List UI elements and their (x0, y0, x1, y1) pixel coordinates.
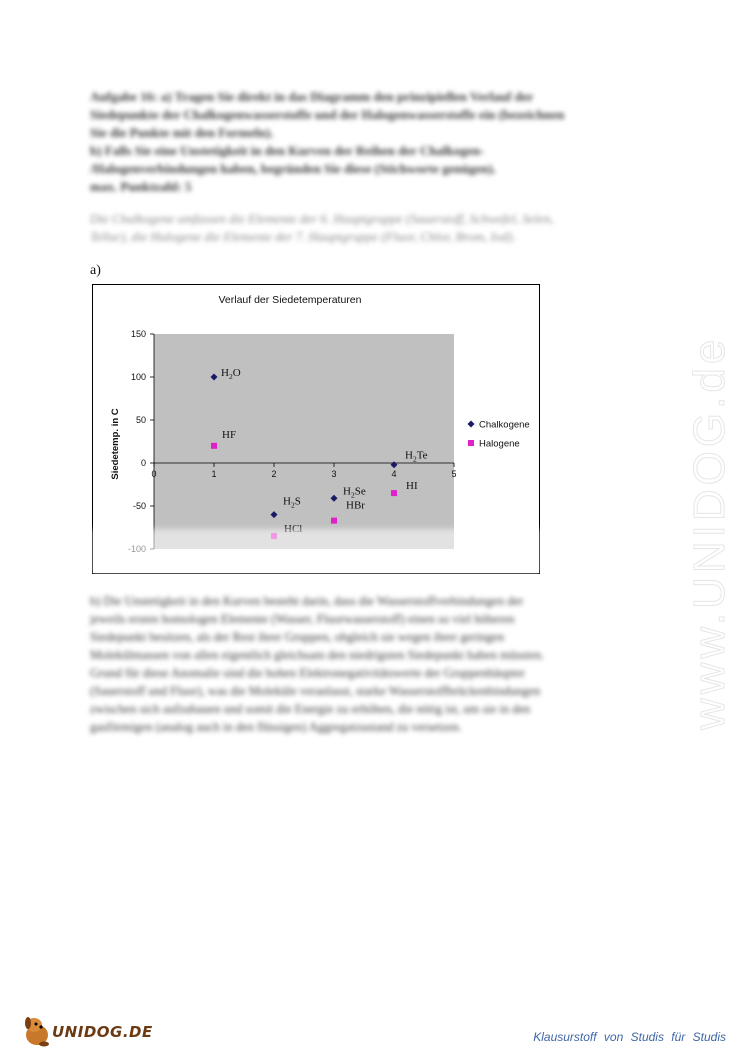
point-label: HBr (346, 499, 365, 512)
task-line: Sie die Punkte mit den Formeln). (90, 125, 274, 140)
x-tick-label: 2 (271, 469, 277, 479)
task-statement (90, 88, 650, 196)
y-tick-label: 50 (135, 415, 146, 425)
answer-line: Siedepunkt besitzen, als der Rest ihrer Gruppen, obgleich sie wegen ihrer geringen (90, 630, 505, 644)
task-line: Aufgabe 16: a) Tragen Sie direkt in das Diagramm den prinzipiellen Verlauf der (90, 89, 534, 104)
task-line: max. Punktzahl: 5 (90, 179, 192, 194)
x-tick-label: 3 (331, 469, 337, 479)
dog-mascot-icon (22, 1013, 52, 1049)
answer-line: (Sauerstoff und Fluor), was die Moleküle veranlasst, starke Wasserstoffbrückenbindungen (90, 684, 541, 698)
answer-line: Molekülmassen von allen eigentlich gleichsam den niedrigsten Siedepunkt haben müssten. (90, 648, 545, 662)
task-line: /Halogenverbindungen haben, begründen Sie diese (Stichworte genügen). (90, 161, 496, 176)
answer-line: b) Die Unstetigkeit in den Kurven besteht darin, dass die Wasserstoffverbindungen der (90, 594, 524, 608)
y-axis-label: Siedetemp. in C (110, 408, 121, 480)
intro-line: Die Chalkogene umfassen die Elemente der 6. Hauptgruppe (Sauerstoff, Schwefel, Selen, (90, 211, 554, 226)
answer-text (90, 592, 650, 736)
x-tick-label: 0 (151, 469, 157, 479)
point-label: $H_2O$ (221, 367, 241, 381)
logo-text: UNIDOG.DE (52, 1023, 153, 1041)
intro-text (90, 210, 650, 246)
x-tick-label: 5 (451, 469, 457, 479)
legend-label: Chalkogene (479, 419, 530, 431)
legend-marker-halogene (468, 440, 474, 446)
task-line: Siedepunkte der Chalkogenwasserstoffe und der Halogenwasserstoffe ein (bezeichnen (90, 107, 565, 122)
answer-line: jeweils ersten homologen Elemente (Wasser, Fluorwasserstoff) einen so viel höheren (90, 612, 515, 626)
chart-svg (92, 284, 540, 574)
y-tick-label: -50 (132, 501, 146, 511)
answer-line: Grund für diese Anomalie sind die hohen Elektronegativitätswerte der Gruppenhäupter (90, 666, 525, 680)
point-label: HI (406, 480, 418, 493)
halogen-point (331, 518, 337, 524)
halogen-point (211, 443, 217, 449)
intro-line: Tellur), die Halogene die Elemente der 7. Hauptgruppe (Fluor, Chlor, Brom, Iod). (90, 229, 516, 244)
point-label: $H_2Se$ (343, 485, 366, 500)
answer-line: gasförmigen (analog auch in den flüssigen) Aggregatzustand zu versetzen. (90, 720, 462, 734)
point-label: HF (222, 428, 237, 441)
y-tick-label: 100 (130, 372, 146, 382)
footer-slogan: Klausurstoff von Studis für Studis (533, 1030, 726, 1044)
plot-area (154, 334, 457, 549)
boiling-point-chart (92, 284, 540, 574)
task-line: b) Falls Sie eine Unstetigkeit in den Kurven der Reihen der Chalkogen- (90, 143, 485, 158)
x-tick-label: 1 (211, 469, 217, 479)
part-a-label: a) (90, 263, 101, 278)
point-label: $H_2Te$ (405, 449, 428, 464)
answer-line: zwischen sich aufzubauen und somit die Energie zu erhöhen, die nötig ist, um sie in den (90, 702, 531, 716)
legend-label: Halogene (479, 438, 520, 450)
halogen-point (391, 490, 397, 496)
y-tick-label: 0 (140, 458, 146, 468)
blurred-bottom-overlay (92, 529, 540, 574)
watermark: www.UNIDOG.de (685, 335, 734, 730)
chart-title: Verlauf der Siedetemperaturen (218, 294, 362, 306)
point-label: $H_2S$ (283, 495, 301, 510)
y-tick-label: 150 (130, 329, 146, 339)
x-tick-label: 4 (391, 469, 397, 479)
